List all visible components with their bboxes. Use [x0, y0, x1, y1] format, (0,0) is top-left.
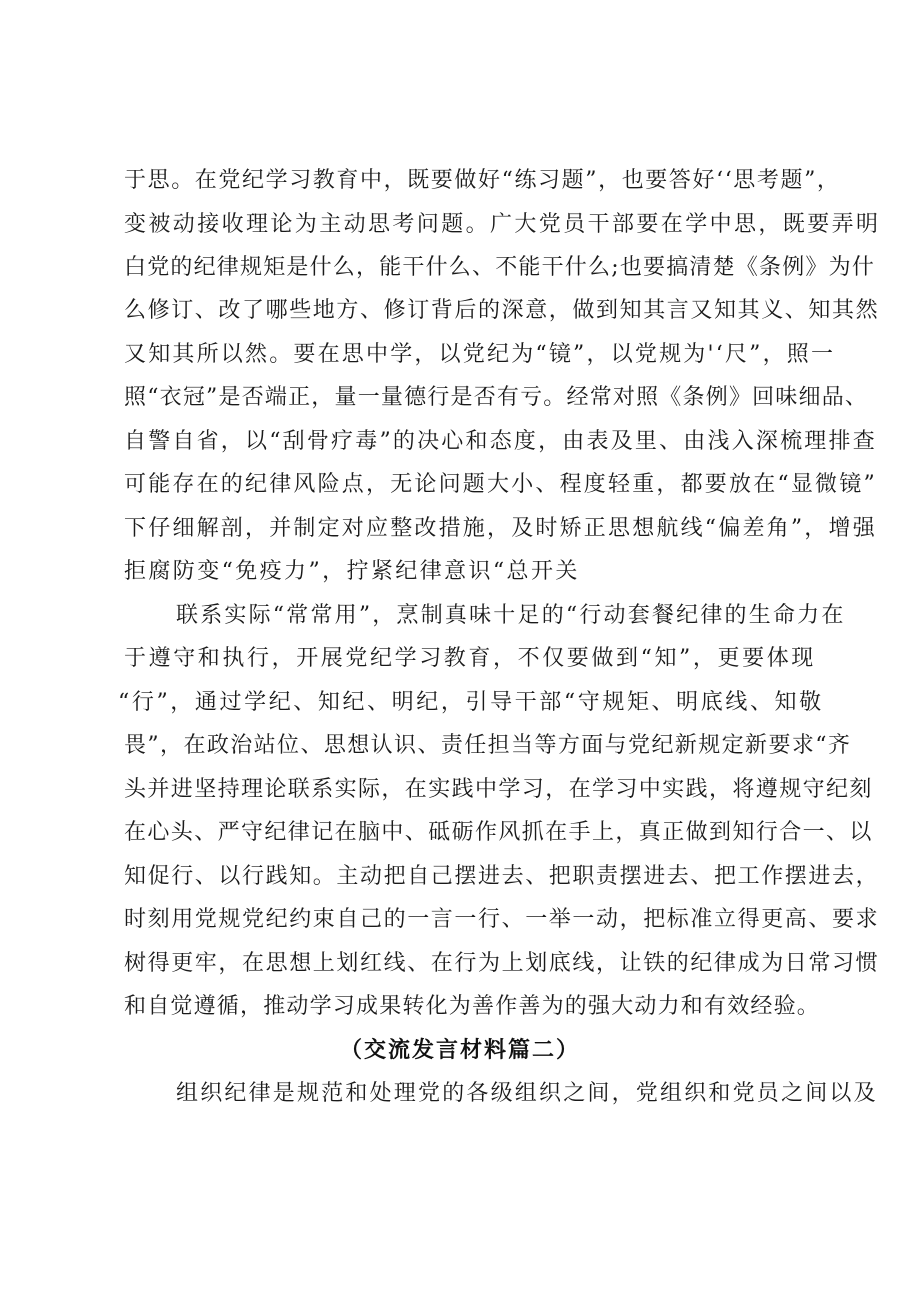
paragraph-2-line-5: 头并进坚持理论联系实际，在实践中学习，在学习中实践，将遵规守纪刻 — [124, 777, 873, 802]
section-heading: （交流发言材料篇二） — [339, 1038, 580, 1063]
paragraph-1-line-10: 拒腐防变“免疫力”，拧紧纪律意识“总开关 — [124, 559, 580, 584]
paragraph-2-line-8: 时刻用党规党纪约束自己的一言一行、一举一动，把标准立得更高、要求 — [124, 907, 880, 932]
paragraph-2-line-7: 知促行、以行践知。主动把自己摆进去、把职责摆进去、把工作摆进去， — [124, 864, 880, 889]
paragraph-1-line-8: 可能存在的纪律风险点，无论问题大小、程度轻重，都要放在“显微镜” — [124, 472, 877, 497]
paragraph-1-line-9: 下仔细解剖，并制定对应整改措施，及时矫正思想航线“偏差角”，增强 — [124, 516, 877, 541]
paragraph-1-line-3: 白党的纪律规矩是什么，能干什么、不能干什么;也要搞清楚《条例》为什 — [124, 255, 876, 280]
paragraph-3-line-1: 组织纪律是规范和处理党的各级组织之间，党组织和党员之间以及 — [176, 1081, 878, 1106]
paragraph-2-line-6: 在心头、严守纪律记在脑中、砥砺作风抓在手上，真正做到知行合一、以 — [124, 820, 873, 845]
paragraph-2-line-1: 联系实际“常常用”，烹制真味十足的“行动套餐纪律的生命力在 — [176, 603, 846, 628]
paragraph-2-line-10: 和自觉遵循，推动学习成果转化为善作善为的强大动力和有效经验。 — [124, 994, 821, 1019]
paragraph-1-line-6: 照“衣冠”是否端正，量一量德行是否有亏。经常对照《条例》回味细品、 — [124, 385, 869, 410]
paragraph-1-line-2: 变被动接收理论为主动思考问题。广大党员干部要在学中思，既要弄明 — [124, 212, 881, 237]
paragraph-1-line-1: 于思。在党纪学习教育中，既要做好“练习题”，也要答好‘‘思考题”， — [124, 168, 841, 193]
paragraph-2-line-9: 树得更牢，在思想上划红线、在行为上划底线，让铁的纪律成为日常习惯 — [124, 951, 880, 976]
paragraph-2-line-4: 畏”，在政治站位、思想认识、责任担当等方面与党纪新规定新要求“齐 — [124, 733, 852, 758]
paragraph-2-line-2: 于遵守和执行，开展党纪学习教育，不仅要做到“知”，更要体现 — [124, 646, 816, 671]
paragraph-1-line-4: 么修订、改了哪些地方、修订背后的深意，做到知其言又知其义、知其然 — [124, 298, 880, 323]
paragraph-1-line-5: 又知其所以然。要在思中学，以党纪为“镜”，以党规为'‘尺”，照一 — [124, 342, 836, 367]
paragraph-1-line-7: 自警自省，以“刮骨疗毒”的决心和态度，由表及里、由浅入深梳理排查 — [124, 429, 877, 454]
paragraph-2-line-3: “行”，通过学纪、知纪、明纪，引导干部“守规矩、明底线、知敬 — [118, 690, 824, 715]
